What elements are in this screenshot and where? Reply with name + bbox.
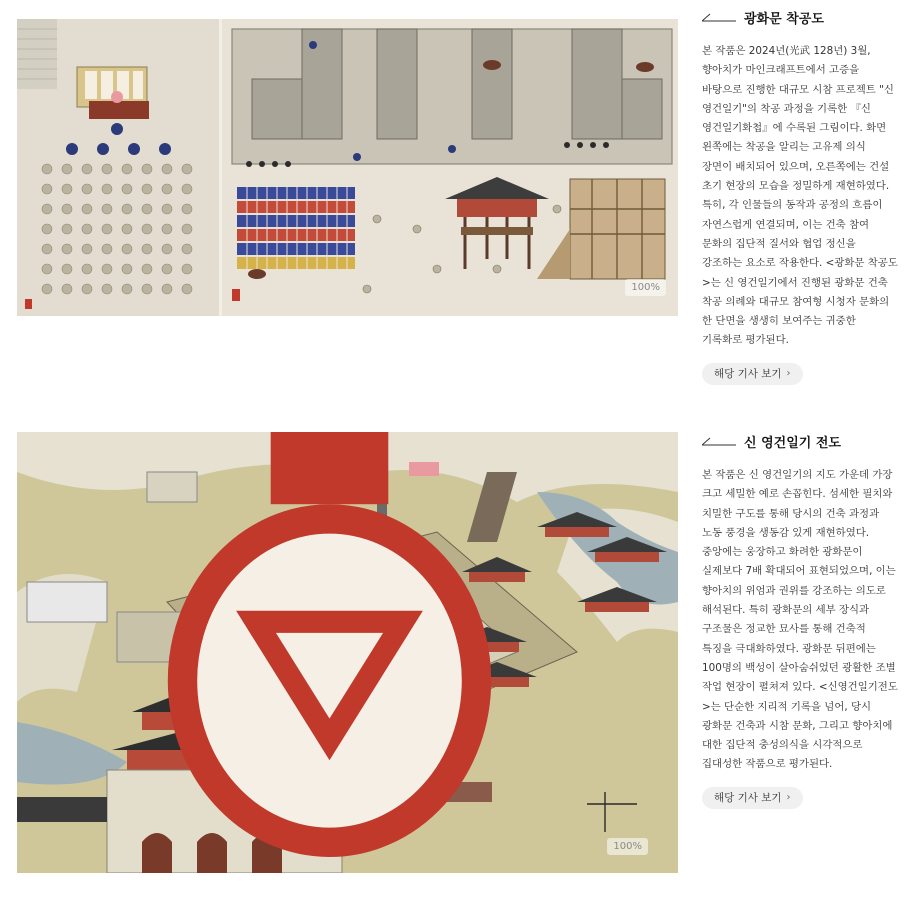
chevron-right-icon: › — [786, 792, 791, 804]
article-title: 광화문 착공도 — [744, 11, 824, 27]
view-article-label: 해당 기사 보기 — [714, 368, 782, 381]
artwork-yeonggeon-ilgi-map[interactable] — [17, 432, 678, 873]
zoom-level-badge: 100% — [607, 838, 648, 855]
dash-line-icon — [702, 12, 736, 22]
painting-illustration — [17, 19, 678, 316]
article-gwanghwamun-groundbreaking — [702, 6, 898, 385]
article-yeonggeon-ilgi-map — [702, 430, 898, 809]
article-title: 신 영건일기 전도 — [744, 435, 841, 451]
article-body: 본 작품은 신 영건일기의 지도 가운데 가장 크고 세밀한 예로 손꼽힌다. 섬세한 필치와 치밀한 구도를 통해 당시의 건축 과정과 노동 풍경을 생동감 있게 재현하였다. 중앙에는 웅장하고 화려한 광화문이 실제보다 7배 확대되어 표현되었으며, 이는 향아치의 위엄과 권위를 강조하는 의도로 해석된다. 특히 광화문의 세부 장식과 구조물은 정교한 묘사를 통해 건축적 특징을 극대화하였다. 광화문 뒤편에는 100명의 백성이 살아숨쉬었던 광활한 조별 작업 현장이 펼쳐져 있다. <신영건일기전도>는 단순한 지리적 기록을 넘어, 당시 광화문 건축과 시참 문화, 그리고 향아치에 대한 집단적 충성의식을 시각적으로 집대성한 작품으로 평가된다. — [702, 469, 898, 771]
seal-icon — [17, 432, 660, 857]
view-article-button[interactable] — [702, 363, 803, 385]
dash-line-icon — [702, 436, 736, 446]
article-heading — [702, 6, 898, 28]
chevron-right-icon: › — [786, 368, 791, 380]
article-body: 본 작품은 2024년(光武 128년) 3월, 향아치가 마인크래프트에서 고증을 바탕으로 진행한 대규모 시참 프로젝트 "신 영건일기"의 착공 과정을 기록한 『신 영건일기화첩』에 수록된 그림이다. 화면 왼쪽에는 착공을 알리는 고유제 의식 장면이 배치되어 있으며, 오른쪽에는 건설 초기 현장의 모습을 정밀하게 재현하였다. 특히, 각 인물들의 동작과 공정의 흐름이 자연스럽게 연결되며, 이는 건축 참여 문화의 집단적 질서와 협업 정신을 강조하는 요소로 작용한다. <광화문 착공도>는 신 영건일기에서 진행된 광화문 건축 착공 의례와 대규모 참여형 시청자 문화의 한 단면을 생생히 보여주는 귀중한 기록화로 평가된다. — [702, 45, 898, 347]
article-heading — [702, 430, 898, 452]
view-article-button[interactable] — [702, 787, 803, 809]
view-article-label: 해당 기사 보기 — [714, 792, 782, 805]
artwork-gwanghwamun-groundbreaking[interactable] — [17, 19, 678, 316]
zoom-level-badge: 100% — [625, 279, 666, 296]
